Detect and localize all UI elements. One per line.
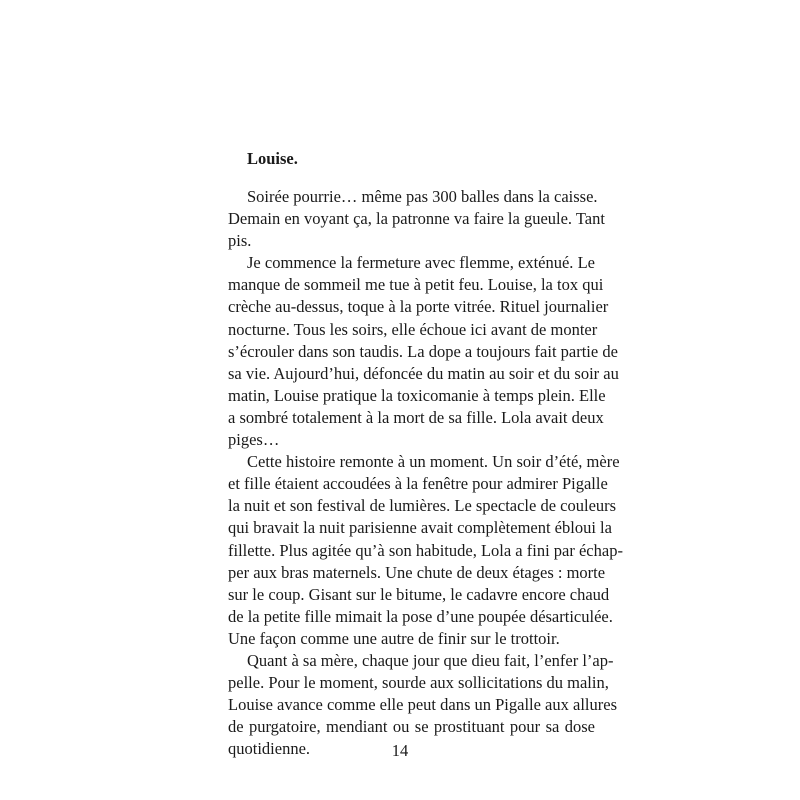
text-line: qui bravait la nuit parisienne avait complètement ébloui la [228, 518, 612, 538]
text-line: Quant à sa mère, chaque jour que dieu fait, l’enfer l’ap- [247, 650, 614, 670]
text-line: Je commence la fermeture avec flemme, exténué. Le [247, 253, 595, 273]
text-line: per aux bras maternels. Une chute de deux étages : morte [228, 562, 606, 582]
text-line: sa vie. Aujourd’hui, défoncée du matin au soir et du soir au [228, 363, 619, 383]
text-line: pelle. Pour le moment, sourde aux sollicitations du malin, [228, 673, 609, 693]
text-line: manque de sommeil me tue à petit feu. Louise, la tox qui [228, 275, 604, 295]
text-line: de purgatoire, mendiant ou se prostituant pour sa dose [228, 717, 595, 737]
text-line: Demain en voyant ça, la patronne va faire la gueule. Tant [228, 209, 605, 229]
chapter-title: Louise. [247, 149, 298, 168]
text-line: la nuit et son festival de lumières. Le spectacle de couleurs [228, 496, 617, 516]
text-line: et fille étaient accoudées à la fenêtre pour admirer Pigalle [228, 474, 608, 494]
text-line: nocturne. Tous les soirs, elle échoue ici avant de monter [228, 319, 598, 339]
text-line: s’écrouler dans son taudis. La dope a toujours fait partie de [228, 341, 618, 361]
body-text [228, 186, 623, 760]
text-line: sur le coup. Gisant sur le bitume, le cadavre encore chaud [228, 584, 610, 604]
text-line: Louise avance comme elle peut dans un Pigalle aux allures [228, 695, 617, 715]
text-line: Cette histoire remonte à un moment. Un soir d’été, mère [247, 452, 620, 472]
page-number: 14 [391, 741, 409, 760]
text-line: crèche au-dessus, toque à la porte vitrée. Rituel journalier [228, 297, 609, 317]
text-line: a sombré totalement à la mort de sa fille. Lola avait deux [228, 407, 604, 427]
text-line: Soirée pourrie… même pas 300 balles dans la caisse. [247, 187, 598, 206]
text-line: pis. [228, 231, 252, 251]
text-line: de la petite fille mimait la pose d’une poupée désarticulée. [228, 606, 613, 626]
text-line: Une façon comme une autre de finir sur le trottoir. [228, 628, 560, 648]
text-line: matin, Louise pratique la toxicomanie à temps plein. Elle [228, 385, 606, 405]
text-line: fillette. Plus agitée qu’à son habitude, Lola a fini par échap- [228, 540, 623, 560]
text-line: quotidienne. [228, 739, 311, 759]
text-line: piges… [228, 430, 280, 450]
